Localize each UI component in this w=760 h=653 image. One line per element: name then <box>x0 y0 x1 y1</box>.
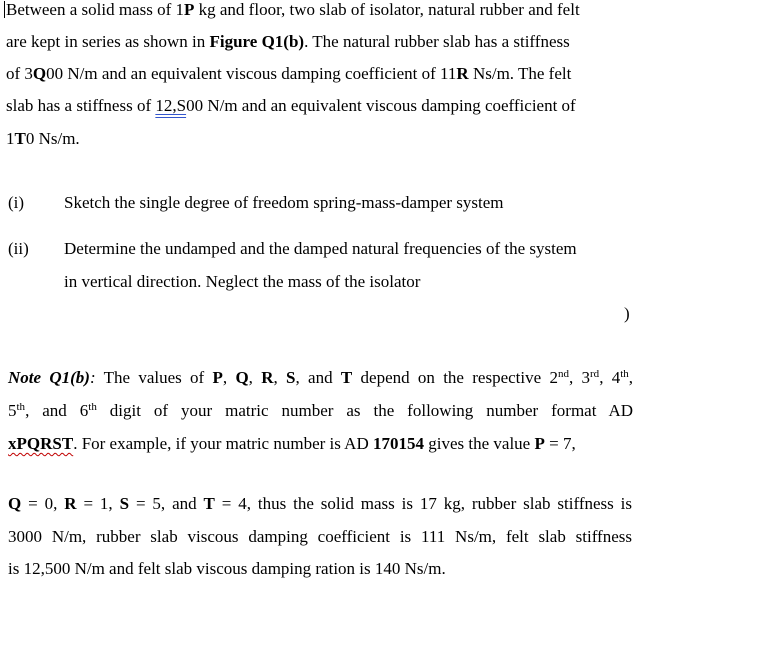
item-text: Sketch the single degree of freedom spring-mass-damper system <box>64 193 504 212</box>
closing-parenthesis: ) <box>624 304 630 323</box>
item-number: (i) <box>8 193 25 212</box>
item-text: Determine the undamped and the damped natural frequencies of the system <box>64 239 577 258</box>
item-number: (ii) <box>8 239 29 258</box>
grammar-flagged-text[interactable]: 12,S <box>155 96 187 115</box>
note-line-1: Note Q1(b): The values of P, Q, R, S, and T depend on the respective 2nd, 3rd, 4th, <box>8 368 634 387</box>
paragraph-line-1: Between a solid mass of 1P kg and floor, two slab of isolator, natural rubber and felt <box>6 0 580 19</box>
paragraph-line-4: slab has a stiffness of 12,S00 N/m and an equivalent viscous damping coefficient of <box>6 96 576 115</box>
spelling-flagged-text[interactable]: xPQRST <box>8 434 74 453</box>
note-line-2: 5th, and 6th digit of your matric number as the following number format AD <box>8 401 633 420</box>
paragraph-line-5: 1T0 Ns/m. <box>6 129 80 148</box>
note-line-3: xPQRST. For example, if your matric number is AD 170154 gives the value P = 7, <box>8 434 576 453</box>
note-line-4: Q = 0, R = 1, S = 5, and T = 4, thus the solid mass is 17 kg, rubber slab stiffness is <box>8 494 633 513</box>
item-text-continued: in vertical direction. Neglect the mass of the isolator <box>64 272 421 291</box>
paragraph-line-2: are kept in series as shown in Figure Q1(b). The natural rubber slab has a stiffness <box>6 32 570 51</box>
paragraph-line-3: of 3Q00 N/m and an equivalent viscous damping coefficient of 11R Ns/m. The felt <box>6 64 572 83</box>
text-cursor <box>4 1 5 18</box>
note-line-5: 3000 N/m, rubber slab viscous damping coefficient is 111 Ns/m, felt slab stiffness <box>8 527 632 546</box>
note-line-6: is 12,500 N/m and felt slab viscous damping ration is 140 Ns/m. <box>8 559 446 578</box>
figure-reference: Figure Q1(b) <box>209 32 305 51</box>
note-label: Note Q1(b) <box>8 368 90 387</box>
